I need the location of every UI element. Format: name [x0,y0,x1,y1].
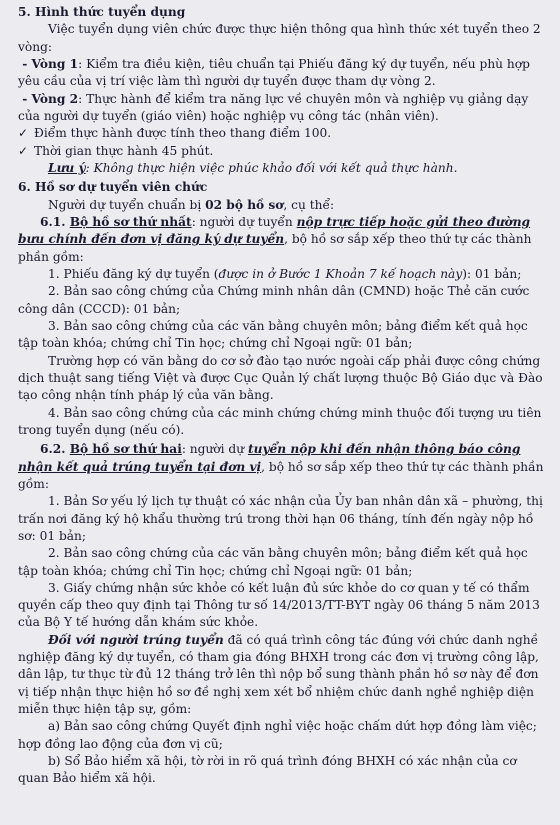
dossier-1-item-3: 3. Bản sao công chứng của các văn bằng chuyên môn; bảng điểm kết quả học tập toàn khóa; chứng chỉ Tin học; chứng chỉ Ngoại ngữ: 01 bản; [18,318,528,351]
section-6-intro: Người dự tuyển chuẩn bị 02 bộ hồ sơ, cụ thể: [48,197,335,212]
section-5-intro: Việc tuyển dụng viên chức được thực hiện thông qua hình thức xét tuyển theo 2 vòng: [18,22,541,54]
experienced-candidate-paragraph: Đối với người trúng tuyển đã có quá trình công tác đúng với chức danh nghề nghiệp đăng ký dự tuyển, có tham gia đóng BHXH trong các đơn vị trường công lập, dân lập, tư thục từ đủ 12 tháng trở lên thì nộp bổ sung thành phần hồ sơ này để đơn vị tiếp nhận thực hiện hồ sơ đề nghị xem xét bổ nhiệm chức danh nghề nghiệp diện miễn thực hiện tập sự, gồm: [18,632,539,717]
check-item-1: ✓ Điểm thực hành được tính theo thang điểm 100. [18,125,546,142]
dossier-2-item-3: 3. Giấy chứng nhận sức khỏe có kết luận đủ sức khỏe do cơ quan y tế có thẩm quyền cấp theo quy định tại Thông tư số 14/2013/TT-BYT ngày 06 tháng 5 năm 2013 của Bộ Y tế hướng dẫn khám sức khỏe. [18,580,540,630]
dossier-1-item-3-note: Trường hợp có văn bằng do cơ sở đào tạo nước ngoài cấp phải được công chứng dịch thuật sang tiếng Việt và được Cục Quản lý chất lượng thuộc Bộ Giáo dục và Đào tạo công nhận tính pháp lý của văn bằng. [18,353,543,403]
round-2-paragraph: - Vòng 2: Thực hành để kiểm tra năng lực về chuyên môn và nghiệp vụ giảng dạy của người dự tuyển (giáo viên) hoặc nghiệp vụ công tác (nhân viên). [18,91,529,123]
round-1-label: Vòng 1 [31,56,79,71]
note-text: : Không thực hiện việc phúc khảo đối với kết quả thực hành. [85,160,458,175]
note-label: Lưu ý [48,160,86,175]
dossier-1-item-4: 4. Bản sao công chứng của các minh chứng chứng minh thuộc đối tượng ưu tiên trong tuyển dụng (nếu có). [18,405,542,437]
dossier-1-item-2: 2. Bản sao công chứng của Chứng minh nhân dân (CMND) hoặc Thẻ căn cước công dân (CCCD): 01 bản; [18,284,530,316]
dossier-2-item-b: b) Sổ Bảo hiểm xã hội, tờ rời in rõ quá trình đóng BHXH có xác nhận của cơ quan Bảo hiểm xã hội. [18,754,517,786]
checkmark-icon: ✓ [18,143,29,158]
dossier-2-heading: 6.2. Bộ hồ sơ thứ hai: người dự tuyển nộp khi đến nhận thông báo công nhận kết quả trúng tuyển tại đơn vị, bộ hồ sơ sắp xếp theo thứ tự các thành phần gồm: [18,442,544,491]
practice-note [18,160,546,177]
check-item-2: ✓ Thời gian thực hành 45 phút. [18,143,546,160]
round-1-text: : Kiểm tra điều kiện, tiêu chuẩn tại Phiếu đăng ký dự tuyển, nếu phù hợp yêu cầu của vị trí việc làm thì người dự tuyển được tham dự vòng 2. [18,56,530,89]
section-5-heading: 5. Hình thức tuyển dụng [18,5,186,19]
section-6-heading: 6. Hồ sơ dự tuyển viên chức [18,180,208,195]
round-2-text: : Thực hành để kiểm tra năng lực về chuyên môn và nghiệp vụ giảng dạy của người dự tuyển (giáo viên) hoặc nghiệp vụ công tác (nhân viên). [18,91,529,123]
dossier-1-heading: 6.1. Bộ hồ sơ thứ nhất: người dự tuyển nộp trực tiếp hoặc gửi theo đường bưu chính đến đơn vị đăng ký dự tuyển, bộ hồ sơ sắp xếp theo thứ tự các thành phần gồm: [18,214,532,264]
dossier-2-item-a: a) Bản sao công chứng Quyết định nghỉ việc hoặc chấm dứt hợp đồng làm việc; hợp đồng lao động của đơn vị cũ; [18,719,537,751]
round-1-paragraph: - Vòng 1: Kiểm tra điều kiện, tiêu chuẩn tại Phiếu đăng ký dự tuyển, nếu phù hợp yêu cầu của vị trí việc làm thì người dự tuyển được tham dự vòng 2. [18,56,530,89]
dossier-2-label: Bộ hồ sơ thứ hai [69,442,182,457]
dossier-2-item-2: 2. Bản sao công chứng của các văn bằng chuyên môn; bảng điểm kết quả học tập toàn khóa; chứng chỉ Tin học; chứng chỉ Ngoại ngữ: 01 bản; [18,546,528,578]
round-2-label: Vòng 2 [31,91,79,106]
dossier-2-item-1: 1. Bản Sơ yếu lý lịch tự thuật có xác nhận của Ủy ban nhân dân xã – phường, thị trấn nơi đăng ký hộ khẩu thường trú trong thời hạn 06 tháng, tính đến ngày nộp hồ sơ: 01 bản; [18,494,543,543]
checkmark-icon: ✓ [18,126,29,141]
dossier-1-label: Bộ hồ sơ thứ nhất [69,214,192,229]
dossier-1-item-1: 1. Phiếu đăng ký dự tuyển (được in ở Bước 1 Khoản 7 kế hoạch này): 01 bản; [48,266,522,281]
